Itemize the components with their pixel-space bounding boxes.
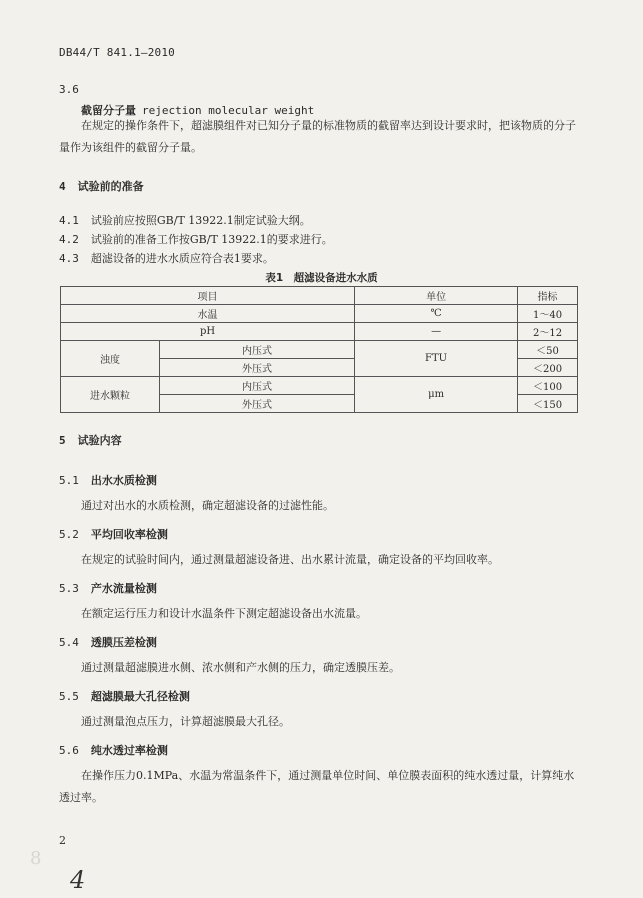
clause-5-3-heading: 5.3 产水流量检测 — [59, 582, 157, 595]
clause-5-6-heading: 5.6 纯水透过率检测 — [59, 744, 168, 757]
clause-5-2-heading: 5.2 平均回收率检测 — [59, 528, 168, 541]
clause-5-6-text: 在操作压力0.1MPa、水温为常温条件下，通过测量单位时间、单位膜表面积的纯水透过量，计算纯水透过率。 — [59, 769, 575, 804]
handwritten-mark: 4 — [70, 866, 86, 894]
table-row: 浊度 内压式 FTU ＜50 — [61, 341, 578, 359]
clause-5-3-text: 在额定运行压力和设计水温条件下测定超滤设备出水流量。 — [81, 607, 367, 620]
header-value: 指标 — [518, 287, 578, 305]
standard-code-header: DB44/T 841.1—2010 — [59, 46, 175, 59]
table-header-row — [61, 287, 578, 305]
table-caption: 表1 超滤设备进水水质 — [265, 272, 378, 284]
term-number: 3.6 — [59, 83, 79, 96]
clause-5-5-text: 通过测量泡点压力，计算超滤膜最大孔径。 — [81, 715, 290, 728]
clause-5-5-heading: 5.5 超滤膜最大孔径检测 — [59, 690, 190, 703]
table-row: 外压式 ＜150 — [61, 395, 578, 413]
clause-5-1-text: 通过对出水的水质检测，确定超滤设备的过滤性能。 — [81, 499, 334, 512]
table-row: 进水颗粒 内压式 μm ＜100 — [61, 377, 578, 395]
page-number: 2 — [59, 834, 66, 847]
table-row: 水温 ℃ 1～40 — [61, 305, 578, 323]
header-item: 项目 — [61, 287, 355, 305]
bleed-through-mark: 8 — [30, 848, 42, 869]
section-5-heading: 5 试验内容 — [59, 434, 122, 447]
section-4-heading: 4 试验前的准备 — [59, 180, 144, 193]
term-english: rejection molecular weight — [142, 104, 315, 117]
clause-5-4-heading: 5.4 透膜压差检测 — [59, 636, 157, 649]
header-unit: 单位 — [355, 287, 518, 305]
water-quality-table — [60, 286, 578, 413]
clause-4-1: 4.1 试验前应按照GB/T 13922.1制定试验大纲。 — [59, 214, 311, 227]
table-row: pH — 2～12 — [61, 323, 578, 341]
term-chinese: 截留分子量 — [81, 104, 136, 117]
clause-5-4-text: 通过测量超滤膜进水侧、浓水侧和产水侧的压力，确定透膜压差。 — [81, 661, 400, 674]
clause-4-2: 4.2 试验前的准备工作按GB/T 13922.1的要求进行。 — [59, 233, 333, 246]
clause-5-2-text: 在规定的试验时间内，通过测量超滤设备进、出水累计流量，确定设备的平均回收率。 — [81, 553, 499, 566]
term-definition: 在规定的操作条件下，超滤膜组件对已知分子量的标准物质的截留率达到设计要求时，把该物质的分子量作为该组件的截留分子量。 — [59, 119, 576, 154]
clause-5-1-heading: 5.1 出水水质检测 — [59, 474, 157, 487]
table-row: 外压式 ＜200 — [61, 359, 578, 377]
clause-4-3: 4.3 超滤设备的进水水质应符合表1要求。 — [59, 252, 274, 265]
